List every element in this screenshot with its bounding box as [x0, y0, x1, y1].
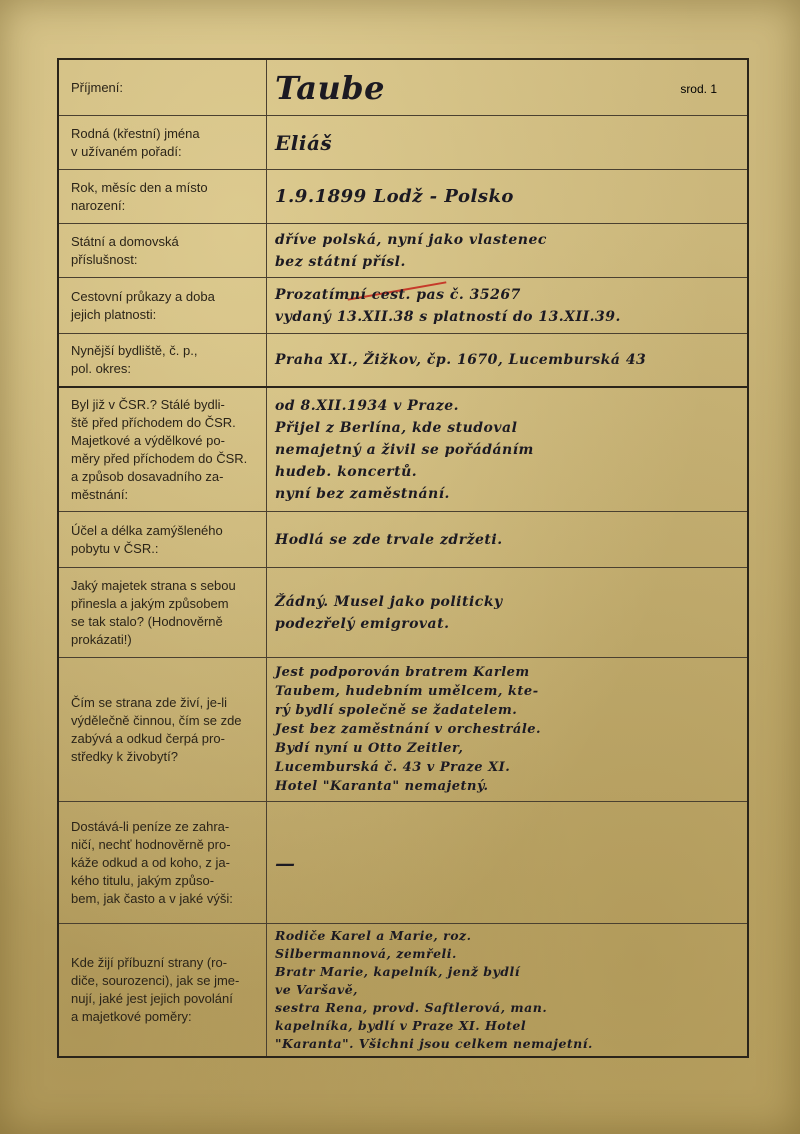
- row-residence: [59, 334, 747, 388]
- answer-relatives-line-6: kapelníka, bydlí v Praze XI. Hotel: [275, 1018, 527, 1033]
- answer-foreign-money-text: —: [275, 850, 296, 875]
- answer-purpose: [267, 512, 747, 567]
- answer-livelihood-line-5: Bydí nyní u Otto Zeitler,: [275, 741, 464, 756]
- label-surname: Příjmení:: [59, 60, 267, 115]
- label-foreign-money: Dostává-li peníze ze zahra- ničí, nechť hodnověrně pro- káže odkud a od koho, z ja- kého titulu, jakým způso- bem, jak často a v jaké výši:: [59, 802, 267, 923]
- answer-relatives-line-3: Bratr Marie, kapelník, jenž bydlí: [275, 964, 521, 979]
- row-given-names: [59, 116, 747, 170]
- answer-citizenship-line-1: dříve polská, nyní jako vlastenec: [275, 231, 547, 248]
- row-property: [59, 568, 747, 658]
- answer-birth-text: 1.9.1899 Lodž - Polsko: [275, 185, 514, 207]
- answer-previous-stay-line-4: hudeb. koncertů.: [275, 463, 418, 480]
- label-given-names: Rodná (křestní) jména v užívaném pořadí:: [59, 116, 267, 169]
- answer-property-line-1: Žádný. Musel jako politicky: [275, 593, 503, 610]
- answer-previous-stay-line-1: od 8.XII.1934 v Praze.: [275, 397, 460, 414]
- row-purpose: [59, 512, 747, 568]
- answer-previous-stay-line-3: nemajetný a živil se pořádáním: [275, 441, 534, 458]
- answer-livelihood-line-4: Jest bez zaměstnání v orchestrále.: [275, 722, 542, 737]
- answer-relatives-line-2: Silbermannová, zemřeli.: [275, 946, 457, 961]
- answer-livelihood-line-3: rý bydlí společně se žadatelem.: [275, 703, 518, 718]
- answer-purpose-text: Hodlá se zde trvale zdržeti.: [275, 531, 503, 548]
- answer-previous-stay-line-2: Přijel z Berlína, kde studoval: [275, 419, 518, 436]
- answer-birth: [267, 170, 747, 223]
- answer-relatives: [267, 924, 747, 1056]
- label-birth: Rok, měsíc den a místo narození:: [59, 170, 267, 223]
- answer-relatives-line-5: sestra Rena, provd. Saftlerová, man.: [275, 1000, 548, 1015]
- answer-relatives-line-4: ve Varšavě,: [275, 982, 359, 997]
- label-purpose: Účel a délka zamýšleného pobytu v ČSR.:: [59, 512, 267, 567]
- row-surname: [59, 60, 747, 116]
- label-previous-stay: Byl již v ČSR.? Stálé bydli- ště před příchodem do ČSR. Majetkové a výdělkové po- měry před příchodem do ČSR. a způsob dosavadního za- městnání:: [59, 388, 267, 511]
- answer-foreign-money: [267, 802, 747, 923]
- answer-previous-stay: [267, 388, 747, 511]
- answer-residence: [267, 334, 747, 386]
- answer-surname-text: Taube: [275, 68, 385, 107]
- row-foreign-money: [59, 802, 747, 924]
- answer-travel-documents: [267, 278, 747, 333]
- registration-form-table: [57, 58, 749, 1058]
- answer-relatives-line-1: Rodiče Karel a Marie, roz.: [275, 928, 472, 943]
- answer-citizenship: [267, 224, 747, 277]
- answer-property-line-2: podezřelý emigrovat.: [275, 615, 450, 632]
- row-relatives: [59, 924, 747, 1056]
- label-livelihood: Čím se strana zde živí, je-li výdělečně činnou, čím se zde zabývá a odkud čerpá pro- středky k živobytí?: [59, 658, 267, 801]
- answer-surname: [267, 60, 747, 115]
- answer-given-names-text: Eliáš: [275, 130, 333, 155]
- answer-livelihood-line-6: Lucemburská č. 43 v Praze XI.: [275, 760, 511, 775]
- row-livelihood: [59, 658, 747, 802]
- answer-livelihood-line-1: Jest podporován bratrem Karlem: [275, 665, 530, 680]
- label-residence: Nynější bydliště, č. p., pol. okres:: [59, 334, 267, 386]
- answer-property: [267, 568, 747, 657]
- row-birth: [59, 170, 747, 224]
- answer-relatives-line-7: "Karanta". Všichni jsou celkem nemajetní.: [275, 1036, 593, 1051]
- answer-livelihood-line-7: Hotel "Karanta" nemajetný.: [275, 779, 489, 794]
- answer-livelihood-line-2: Taubem, hudebním umělcem, ktе-: [275, 684, 539, 699]
- surname-note: srod. 1: [680, 82, 717, 96]
- label-travel-documents: Cestovní průkazy a doba jejich platnosti:: [59, 278, 267, 333]
- row-citizenship: [59, 224, 747, 278]
- answer-residence-text: Praha XI., Žižkov, čp. 1670, Lucemburská 43: [275, 352, 647, 368]
- row-travel-documents: [59, 278, 747, 334]
- answer-travel-documents-line-2: vydaný 13.XII.38 s platností do 13.XII.39.: [275, 308, 621, 325]
- answer-previous-stay-line-5: nyní bez zaměstnání.: [275, 485, 450, 502]
- label-relatives: Kde žijí příbuzní strany (ro- diče, sourozenci), jak se jme- nují, jaké jest jejich povolání a majetkové poměry:: [59, 924, 267, 1056]
- answer-given-names: [267, 116, 747, 169]
- answer-citizenship-line-2: bez státní přísl.: [275, 253, 406, 270]
- answer-travel-documents-line-1: Prozatímní cest. pas č. 35267: [275, 286, 521, 303]
- label-property: Jaký majetek strana s sebou přinesla a jakým způsobem se tak stalo? (Hodnověrně prokázati!): [59, 568, 267, 657]
- label-citizenship: Státní a domovská příslušnost:: [59, 224, 267, 277]
- row-previous-stay: [59, 388, 747, 512]
- answer-livelihood: [267, 658, 747, 801]
